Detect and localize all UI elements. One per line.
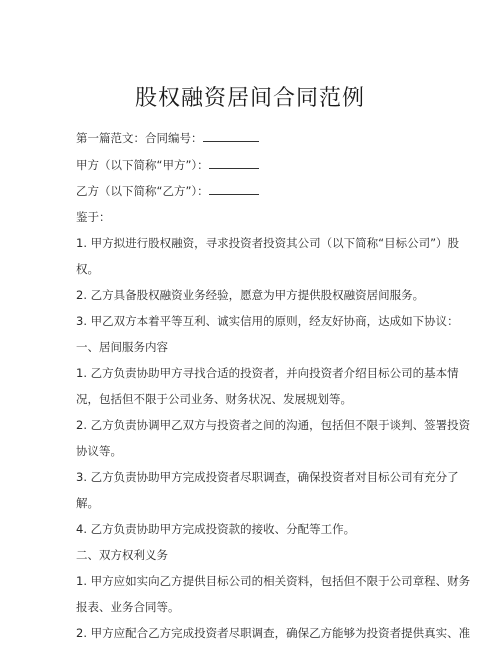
paragraph-line: 1. 乙方负责协助甲方寻找合适的投资者，并向投资者介绍目标公司的基本情 bbox=[76, 366, 459, 380]
paragraph-line: 协议等。 bbox=[76, 444, 122, 458]
paragraph-line: 2. 乙方负责协调甲乙双方与投资者之间的沟通，包括但不限于谈判、签署投资 bbox=[76, 418, 471, 432]
party-b-label: 乙方（以下简称“乙方”）： bbox=[76, 184, 209, 198]
party-b-blank bbox=[209, 184, 259, 195]
recital-line: 权。 bbox=[76, 262, 99, 276]
document-title: 股权融资居间合同范例 bbox=[134, 86, 365, 111]
recital-line: 3. 甲乙双方本着平等互利、诚实信用的原则，经友好协商，达成如下协议： bbox=[76, 314, 459, 328]
contract-number-line bbox=[76, 130, 436, 146]
paragraph-line: 4. 乙方负责协助甲方完成投资款的接收、分配等工作。 bbox=[76, 522, 356, 536]
paragraph-line: 报表、业务合同等。 bbox=[76, 600, 180, 614]
paragraph-line: 2. 甲方应配合乙方完成投资者尽职调查，确保乙方能够为投资者提供真实、准 bbox=[76, 626, 471, 640]
party-a-line bbox=[76, 157, 436, 173]
recital-line: 2. 乙方具备股权融资业务经验，愿意为甲方提供股权融资居间服务。 bbox=[76, 288, 425, 302]
paragraph-line: 况，包括但不限于公司业务、财务状况、发展规划等。 bbox=[76, 392, 352, 406]
recital-line: 1. 甲方拟进行股权融资，寻求投资者投资其公司（以下简称“目标公司”）股 bbox=[76, 236, 460, 250]
party-b-line bbox=[76, 183, 436, 199]
section-heading: 二、双方权利义务 bbox=[76, 548, 168, 562]
contract-number-label: 第一篇范文：合同编号： bbox=[76, 131, 203, 145]
paragraph-line: 3. 乙方负责协助甲方完成投资者尽职调查，确保投资者对目标公司有充分了 bbox=[76, 470, 459, 484]
preamble: 鉴于： bbox=[76, 210, 111, 224]
paragraph-line: 1. 甲方应如实向乙方提供目标公司的相关资料，包括但不限于公司章程、财务 bbox=[76, 574, 471, 588]
paragraph-line: 解。 bbox=[76, 496, 99, 510]
contract-number-blank bbox=[203, 131, 259, 142]
party-a-label: 甲方（以下简称“甲方”）： bbox=[76, 158, 209, 172]
party-a-blank bbox=[209, 158, 259, 169]
section-heading: 一、居间服务内容 bbox=[76, 340, 168, 354]
